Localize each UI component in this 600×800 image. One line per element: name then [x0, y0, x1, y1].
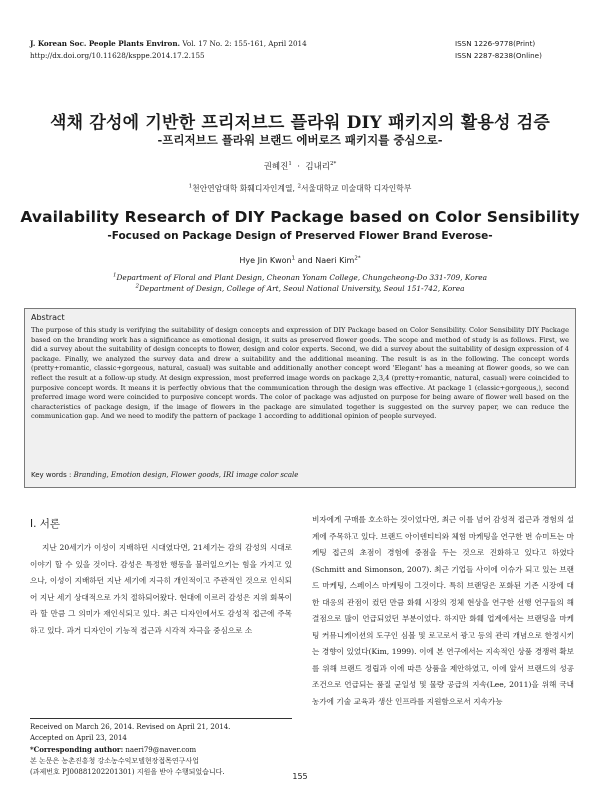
- keywords: [31, 471, 298, 479]
- affil1-ko: 천안연암대학 화훼디자인계열,: [192, 184, 295, 193]
- subtitle-english: -Focused on Package Design of Preserved Flower Brand Everose-: [107, 230, 493, 242]
- authors-english: [0, 256, 600, 265]
- abstract-text: The purpose of this study is verifying the suitability of design concepts and expression of DIY Package based on Color Sensibility. Color Sensibility DIY Package based on the branding work has a significance as emotional design, it suits as preserved flower goods. The scope and method of study is as follows. First, we did a survey about the suitability of design concepts to flower, design and color experts. Second, we did a survey about the suitability of design expression of 4 package. Finally, we analyzed the survey data and drew a suitability and the additional meaning. The result is as in the following. The concept words (pretty+romantic, classic+gorgeous, natural, casual) was suitable and additionally another concept word 'Elegant' has a meaning at flower goods, so we can reflect the result at a follow-up study. At design expression, most preferred image words on package 2,3,4 (pretty+romantic, natural, casual) were coincided to purposive concept words. It means it is perfectly obvious that the communication through the design was effective. At package 1 (classic+gorgeous,), second preferred image word were coincided to purposive concept words. The color of package was adjusted on purpose for being aware of flower well based on the characteristics of package design, if the image of flowers in the package are simulated together is suggested on the survey paper, we can reduce the communication gap. And we need to modify the pattern of package 1 according to additional opinion of people surveyed.: [31, 326, 569, 421]
- support-note-2: (과제번호 PJ008812022013​01) 지원을 받아 수행되었습니다.: [30, 768, 225, 776]
- issn-block: [455, 38, 570, 62]
- journal-header: [30, 38, 307, 62]
- volume-info: Vol. 17 No. 2: 155-161, April 2014: [182, 39, 307, 48]
- affil1-en-sup: 1: [112, 272, 117, 279]
- affil2-en: Department of Design, College of Art, Seoul National University, Seoul 151-742, Korea: [138, 284, 465, 293]
- abstract-box: [24, 308, 576, 488]
- left-column-body: 지난 20세기가 이성이 지배하던 시대였다면, 21세기는 감의 감성의 시대로 이야기 할 수 있을 것이다. 감성은 특정한 행동을 불러일으키는 힘을 가지고 있으나, 이성이 지배하던 지난 세기에 지극히 개인적이고 주관적인 것으로 인식되어 지난 세기 상대적으로 가치 절하되어왔다. 현대에 이르러 감성은 지위 회복이라 할 만큼 그 의미가 재인식되고 있다. 최근 디자인에서도 감성적 접근에 주목하고 있다. 과거 디자인이 기능적 접근과 시각적 자극을 중심으로 소: [30, 543, 292, 635]
- author-and: and: [295, 256, 316, 265]
- corresponding-label: *Corresponding author:: [30, 745, 124, 754]
- journal-name: J. Korean Soc. People Plants Environ.: [30, 39, 181, 48]
- author1-ko-sup: 1: [288, 161, 292, 168]
- issn-online: ISSN 2287-8238(Online): [455, 51, 542, 60]
- footnote: [30, 722, 292, 778]
- affil2-ko: 서울대학교 미술대학 디자인학부: [300, 184, 412, 193]
- issn-print: ISSN 1226-9778(Print): [455, 39, 536, 48]
- title-english: Availability Research of DIY Package based on Color Sensibility: [20, 208, 580, 226]
- affil1-ko-sup: 1: [188, 183, 193, 190]
- doi-link[interactable]: http://dx.doi.org/10.11628/ksppe.2014.17.2.155: [30, 51, 205, 60]
- author2-en-sup: 2*: [354, 255, 361, 262]
- page-number: 155: [292, 772, 308, 781]
- support-note-1: 본 논문은 농촌진흥청 강소농수익모델현장접목연구사업: [30, 757, 199, 765]
- author2-en: Naeri Kim: [315, 256, 355, 265]
- author-separator: ·: [297, 162, 300, 172]
- received-date: Received on March 26, 2014. Revised on April 21, 2014.: [30, 723, 231, 731]
- affil2-ko-sup: 2: [297, 183, 301, 190]
- affil2-en-sup: 2: [135, 283, 139, 290]
- author2-ko-sup: 2*: [330, 161, 337, 168]
- author1-ko: 권혜진: [263, 162, 289, 172]
- footnote-divider: [30, 718, 292, 719]
- authors-korean: [0, 160, 600, 172]
- affiliations-korean: [0, 183, 600, 194]
- affil1-en: Department of Floral and Plant Design, Cheonan Yonam College, Chungcheong-Do 331-709, Korea: [116, 273, 488, 282]
- title-korean: 색채 감성에 기반한 프리저브드 플라워 DIY 패키지의 활용성 검증: [50, 113, 550, 133]
- subtitle-korean: -프리저브드 플라워 브랜드 에버로즈 패키지를 중심으로-: [157, 133, 443, 147]
- keywords-list: Branding, Emotion design, Flower goods, IRI image color scale: [73, 471, 299, 479]
- author2-ko: 김내리: [305, 162, 331, 172]
- affiliations-english: [0, 272, 600, 294]
- accepted-date: Accepted on April 23, 2014: [30, 734, 127, 742]
- right-column-body: 비자에게 구매를 호소하는 것이었다면, 최근 이를 넘어 감성적 접근과 경험의 설계에 주목하고 있다. 브랜드 아이덴티티와 체험 마케팅을 연구한 번 슈미트는 마케팅 접근의 초점이 경험에 중점을 두는 것으로 진화하고 있다고 하였다(Schmitt and Simonson, 2007). 최근 기업들 사이에 이슈가 되고 있는 브랜드 마케팅, 스페이스 마케팅이 그것이다. 특히 브랜딩은 포화된 기존 시장에 대한 대응의 관점이 컸던 만큼 화훼 시장의 정체 현상을 연구한 선행 연구들의 해결점으로 많이 언급되었던 부분이었다. 하지만 화훼 업계에서는 브랜딩을 마케팅 커뮤니케이션의 도구인 심볼 및 로고로서 광고 등의 관리 개념으로 한정시키는 경향이 있었다(Kim, 1999). 이에 본 연구에서는 지속적인 상품 경쟁력 확보를 위해 브랜드 정립과 이에 따른 상품을 제안하였고, 이에 앞서 브랜드의 성공 조건으로 언급되는 품질 균일성 및 물량 공급의 지속(Lee, 2011)을 위해 국내 농가에 기술 교육과 생산 인프라를 지원함으로서 지속가능: [312, 515, 574, 706]
- author1-en-sup: 1: [291, 255, 296, 262]
- abstract-heading: Abstract: [31, 313, 65, 322]
- section-heading-introduction: Ⅰ. 서론: [30, 518, 61, 530]
- keywords-label: Key words :: [31, 471, 72, 479]
- author1-en: Hye Jin Kwon: [239, 256, 292, 265]
- corresponding-email[interactable]: naeri79@naver.com: [125, 746, 197, 754]
